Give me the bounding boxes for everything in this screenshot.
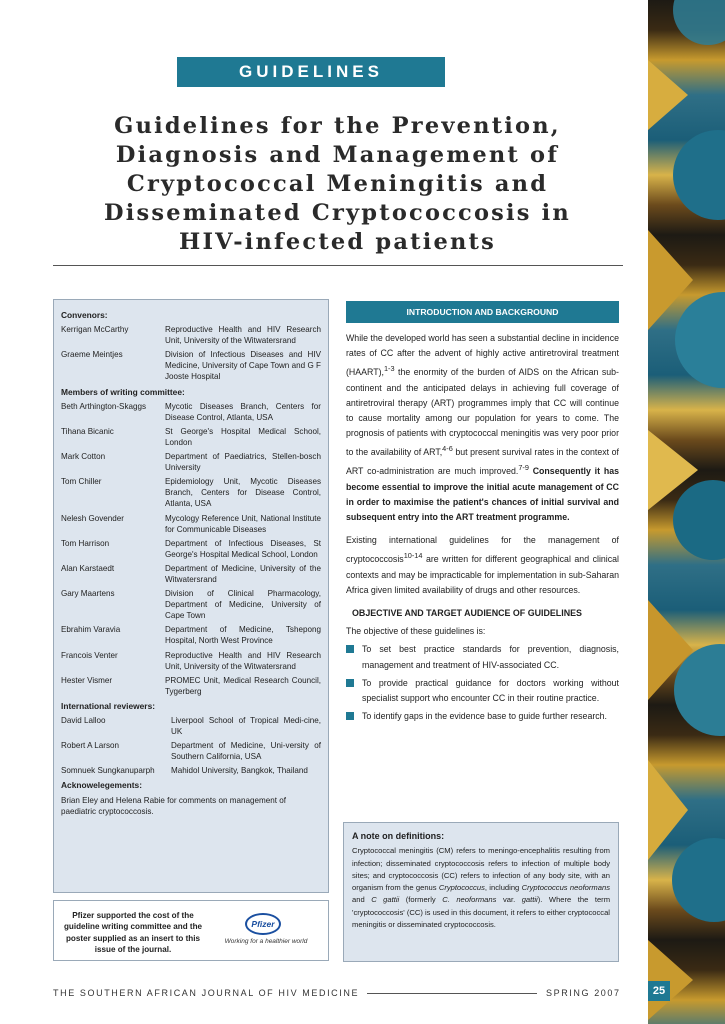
committee-row <box>61 324 321 346</box>
committee-row <box>61 765 321 776</box>
acknowledgements-text: Brian Eley and Helena Rabie for comments on management of paediatric cryptococcosis. <box>61 795 286 816</box>
person-name: Ebrahim Varavia <box>61 625 121 635</box>
title-line: Diagnosis and Management of <box>115 142 560 168</box>
person-affiliation: PROMEC Unit, Medical Research Council, Tygerberg <box>165 675 321 696</box>
person-name: Hester Vismer <box>61 675 113 685</box>
committee-row <box>61 563 321 585</box>
article-title <box>55 112 620 257</box>
person-name: Francois Venter <box>61 650 118 660</box>
person-name: Gary Maartens <box>61 589 115 599</box>
person-affiliation: St George's Hospital Medical School, London <box>165 426 321 447</box>
definitions-box <box>343 822 619 962</box>
person-name: Tom Harrison <box>61 538 110 548</box>
sponsor-box <box>53 900 329 961</box>
footer-journal-name: THE SOUTHERN AFRICAN JOURNAL OF HIV MEDICINE <box>53 988 360 998</box>
person-affiliation: Department of Infectious Diseases, St George's Hospital Medical School, London <box>165 538 321 559</box>
committee-row <box>61 588 321 621</box>
members-heading: Members of writing committee: <box>61 386 185 397</box>
article-body <box>346 331 619 727</box>
committee-row <box>61 650 321 672</box>
objective-heading: OBJECTIVE AND TARGET AUDIENCE OF GUIDELINES <box>352 607 582 618</box>
committee-row <box>61 426 321 448</box>
acknowledgements-heading: Acknowelegements: <box>61 780 142 791</box>
person-name: Kerrigan McCarthy <box>61 325 129 335</box>
title-divider <box>53 265 623 266</box>
sponsor-text: Pfizer supported the cost of the guideline writing committee and the poster supplied as an insert to this issue of the journal. <box>63 911 203 954</box>
person-name: Robert A Larson <box>61 741 120 751</box>
page-number: 25 <box>648 981 670 1001</box>
person-affiliation: Mycology Reference Unit, National Institute for Communicable Diseases <box>165 513 321 534</box>
person-name: Graeme Meintjes <box>61 350 123 360</box>
person-name: Mark Cotton <box>61 452 106 462</box>
objective-intro: The objective of these guidelines is: <box>346 626 486 637</box>
title-line: Cryptococcal Meningitis and <box>126 171 549 197</box>
committee-row <box>61 401 321 423</box>
committee-row <box>61 513 321 535</box>
person-affiliation: Reproductive Health and HIV Research Unit, University of the Witwatersrand <box>165 325 321 346</box>
person-affiliation: Division of Clinical Pharmacology, Department of Medicine, University of Cape Town <box>165 589 321 621</box>
definitions-heading: A note on definitions: <box>352 831 445 841</box>
person-affiliation: Department of Medicine, University of the Witwatersrand <box>165 563 321 584</box>
bullet-square-icon <box>346 645 354 653</box>
person-name: Somnuek Sungkanuparph <box>61 766 155 776</box>
committee-panel <box>53 299 329 893</box>
person-affiliation: Department of Paediatrics, Stellen-bosch University <box>165 452 321 473</box>
committee-row <box>61 715 321 737</box>
person-name: Nelesh Govender <box>61 513 124 523</box>
list-item: To identify gaps in the evidence base to guide further research. <box>346 709 619 724</box>
pfizer-logo: Pfizer <box>245 913 281 935</box>
person-affiliation: Liverpool School of Tropical Medi-cine, UK <box>171 716 321 737</box>
bullet-square-icon <box>346 712 354 720</box>
intro-heading: INTRODUCTION AND BACKGROUND <box>346 301 619 323</box>
committee-row <box>61 476 321 509</box>
definitions-text: Cryptococcal meningitis (CM) refers to meningo-encephalitis resulting from infection; disseminated cryptococcosis refers to infection of multiple body sites; and cryptococcosis (CC) refers to infection of any body site, with an organism from the genus Cryptococcus, including Cryptococcus neoformans and C gattii (formerly C. neoformans var. gattii). Where the term 'cryptococcosis' (CC) is used in this document, it refers to either cryptococcal meningitis or disseminated cryptococcosis. <box>352 846 611 930</box>
reviewers-heading: International reviewers: <box>61 700 156 711</box>
title-line: HIV-infected patients <box>178 229 496 255</box>
person-name: Alan Karstaedt <box>61 563 115 573</box>
list-item: To set best practice standards for prevention, diagnosis, management and treatment of HIV-associated CC. <box>346 642 619 672</box>
footer-issue: SPRING 2007 <box>546 988 621 998</box>
title-line: Disseminated Cryptococcosis in <box>104 200 571 226</box>
convenors-heading: Convenors: <box>61 310 108 320</box>
person-affiliation: Epidemiology Unit, Mycotic Diseases Branch, Centers for Disease Control, Atlanta, USA <box>165 477 321 509</box>
committee-row <box>61 624 321 646</box>
person-affiliation: Mahidol University, Bangkok, Thailand <box>171 766 308 776</box>
decorative-fabric-strip <box>648 0 725 1024</box>
person-name: Tihana Bicanic <box>61 426 114 436</box>
committee-row <box>61 675 321 697</box>
committee-row <box>61 740 321 762</box>
list-item: To provide practical guidance for doctors working without specialist support who encounter CC in their routine practice. <box>346 676 619 706</box>
person-name: Tom Chiller <box>61 477 102 487</box>
section-banner: GUIDELINES <box>177 57 445 87</box>
bullet-square-icon <box>346 679 354 687</box>
committee-row <box>61 451 321 473</box>
person-affiliation: Division of Infectious Diseases and HIV Medicine, University of Cape Town and G F Jooste Hospital <box>165 350 321 382</box>
person-affiliation: Department of Medicine, Uni-versity of Southern California, USA <box>171 741 321 762</box>
person-affiliation: Mycotic Diseases Branch, Centers for Disease Control, Atlanta, USA <box>165 401 321 422</box>
pfizer-tagline: Working for a healthier world <box>224 938 308 945</box>
person-name: Beth Arthington-Skaggs <box>61 401 147 411</box>
title-line: Guidelines for the Prevention, <box>114 113 561 139</box>
intro-paragraph: Existing international guidelines for the management of cryptococcosis$^{10-14}$ are written for different geographical and clinical contexts and may be impracticable for implementation in sub-Saharan Africa given limited availability of drugs and other resources. <box>346 535 619 595</box>
committee-row <box>61 349 321 382</box>
person-affiliation: Reproductive Health and HIV Research Unit, University of the Witwatersrand <box>165 650 321 671</box>
person-affiliation: Department of Medicine, Tshepong Hospital, North West Province <box>165 625 321 646</box>
person-name: David Lalloo <box>61 716 106 725</box>
intro-paragraph: While the developed world has seen a substantial decline in incidence rates of CC after the advent of highly active antiretroviral treatment (HAART),$^{1-3}$ the enormity of the burden of AIDS on the African sub-continent and the anticipated delays in achieving full coverage of antiretroviral therapy (ART) programmes imply that CC will continue to cause mortality among our population for years to come. The prognosis of patients with cryptococcal meningitis was very poor prior to the availability of ART,$^{4-6}$ but present survival rates in the context of ART co-administration are much improved.$^{7-9}$ Consequently it has become essential to improve the initial acute management of CC in order to maximise the patient's chances of initial survival and subsequent entry into the ART treatment programme. <box>346 333 619 522</box>
footer-divider <box>367 993 537 994</box>
committee-row <box>61 538 321 560</box>
